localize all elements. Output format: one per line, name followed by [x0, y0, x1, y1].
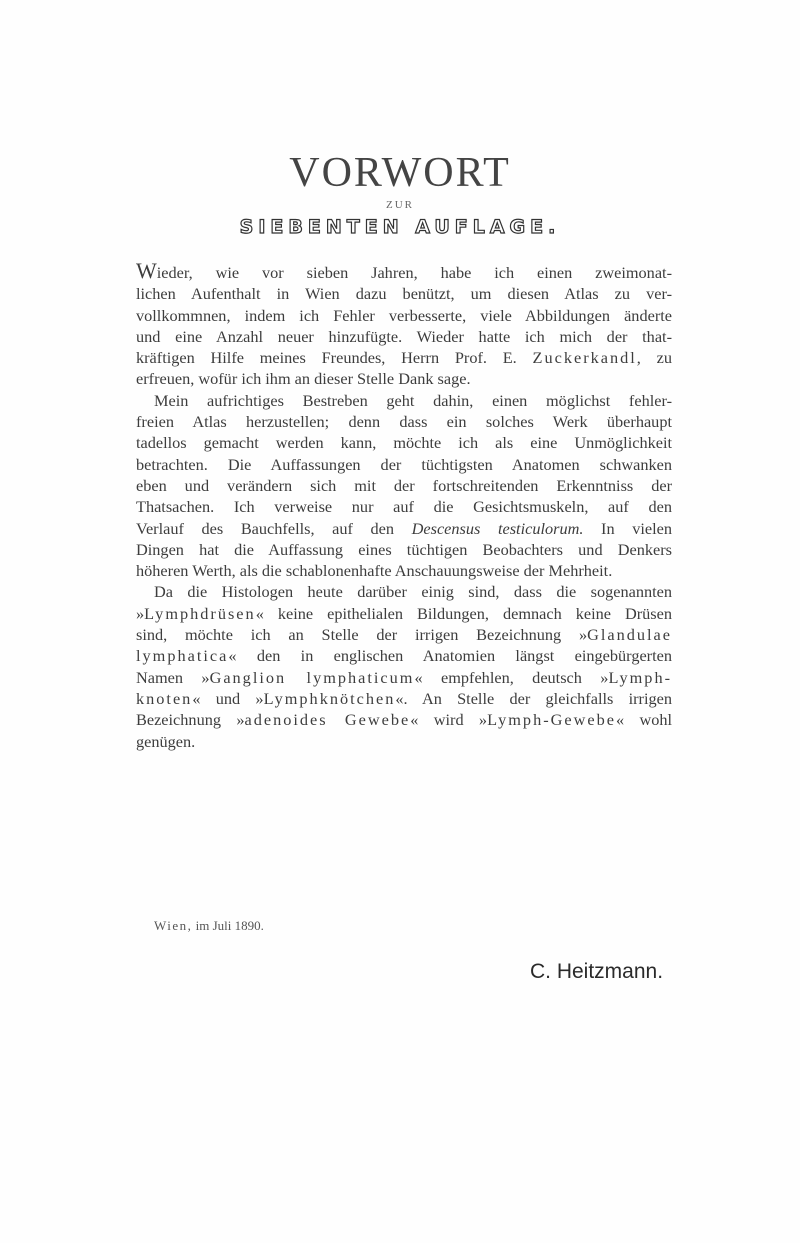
paragraph-1-line: erfreuen, wofür ich ihm an dieser Stelle Dank sage.: [136, 369, 471, 389]
place-and-date: [154, 918, 264, 934]
text-span: « keine epithelialen Bildungen, demnach keine Drüsen: [255, 603, 672, 623]
text-span: « und »: [192, 688, 264, 708]
text-span: ieder, wie vor sieben Jahren, habe ich einen zweimonat-: [156, 263, 672, 282]
paragraph-2-line: [136, 518, 672, 539]
term-spaced: Lymph-: [608, 667, 673, 687]
text-span: Namen »: [136, 667, 210, 687]
paragraph-3-line: [136, 709, 672, 730]
paragraph-2-line: tadellos gemacht werden kann, möchte ich als eine Unmöglichkeit: [136, 433, 672, 453]
text-span: In vielen: [583, 518, 673, 538]
paragraph-3-line: genügen.: [136, 731, 196, 751]
paragraph-1-line: lichen Aufenthalt in Wien dazu benützt, um diesen Atlas zu ver-: [136, 284, 672, 304]
paragraph-3-line: [136, 624, 672, 645]
paragraph-3-line: [136, 603, 672, 624]
paragraph-2-line: betrachten. Die Auffassungen der tüchtigsten Anatomen schwanken: [136, 454, 672, 474]
text-span: « wohl: [615, 710, 673, 730]
title-connector: ZUR: [386, 199, 414, 211]
page-title: VORWORT: [289, 150, 511, 196]
text-span: »: [136, 603, 145, 623]
preface-body: [136, 260, 672, 752]
paragraph-3-line: [136, 645, 672, 666]
paragraph-2-line: höheren Werth, als die schablonenhafte Anschauungsweise der Mehrheit.: [136, 561, 613, 581]
paragraph-2-line: Mein aufrichtiges Bestreben geht dahin, einen möglichst fehler-: [154, 390, 672, 410]
term-spaced: Lymphknötchen: [263, 688, 396, 708]
latin-term: Descensus testiculorum.: [411, 518, 584, 538]
text-span: , zu: [636, 348, 672, 368]
term-spaced: Lymph-Gewebe: [487, 710, 616, 730]
date-text: im Juli 1890.: [192, 918, 264, 933]
paragraph-3-line: [136, 667, 672, 688]
paragraph-2-line: freien Atlas herzustellen; denn dass ein solches Werk überhaupt: [136, 412, 672, 432]
paragraph-1-line: und eine Anzahl neuer hinzufügte. Wieder hatte ich mich der that-: [136, 326, 672, 346]
term-spaced: Ganglion lymphaticum: [209, 667, 415, 687]
author-signature: C. Heitzmann.: [530, 960, 664, 983]
text-span: « wird »: [410, 710, 488, 730]
paragraph-2-line: Dingen hat die Auffassung eines tüchtigen Beobachters und Denkers: [136, 539, 672, 559]
paragraph-1-line: [136, 347, 672, 368]
term-spaced: lymphatica: [136, 646, 229, 666]
term-spaced: knoten: [136, 688, 193, 708]
paragraph-1-line: vollkommnen, indem ich Fehler verbesserte, viele Abbildungen änderte: [136, 305, 672, 325]
text-span: « empfehlen, deutsch »: [414, 667, 609, 687]
term-spaced: Lymphdrüsen: [144, 603, 256, 623]
text-span: Bezeichnung »: [136, 710, 245, 730]
term-spaced: Glandulae: [587, 625, 672, 645]
text-span: kräftigen Hilfe meines Freundes, Herrn Prof. E.: [136, 348, 533, 368]
text-span: « den in englischen Anatomien längst eingebürgerten: [228, 646, 672, 666]
drop-cap: W: [136, 258, 157, 283]
author-name: Zuckerkandl: [532, 348, 637, 368]
text-span: «. An Stelle der gleichfalls irrigen: [395, 688, 673, 708]
paragraph-3-line: [136, 688, 672, 709]
paragraph-2-line: eben und verändern sich mit der fortschreitenden Erkenntniss der: [136, 475, 672, 495]
paragraph-2-line: Thatsachen. Ich verweise nur auf die Gesichtsmuskeln, auf den: [136, 497, 672, 517]
place-name: Wien,: [154, 918, 193, 933]
paragraph-3-line: Da die Histologen heute darüber einig sind, dass die sogenannten: [154, 582, 672, 602]
text-span: Verlauf des Bauchfells, auf den: [136, 518, 412, 538]
paragraph-1-line: [136, 260, 672, 283]
text-span: sind, möchte ich an Stelle der irrigen Bezeichnung »: [136, 625, 588, 645]
term-spaced: adenoides Gewebe: [244, 710, 411, 730]
page-subtitle: SIEBENTEN AUFLAGE.: [239, 216, 561, 238]
